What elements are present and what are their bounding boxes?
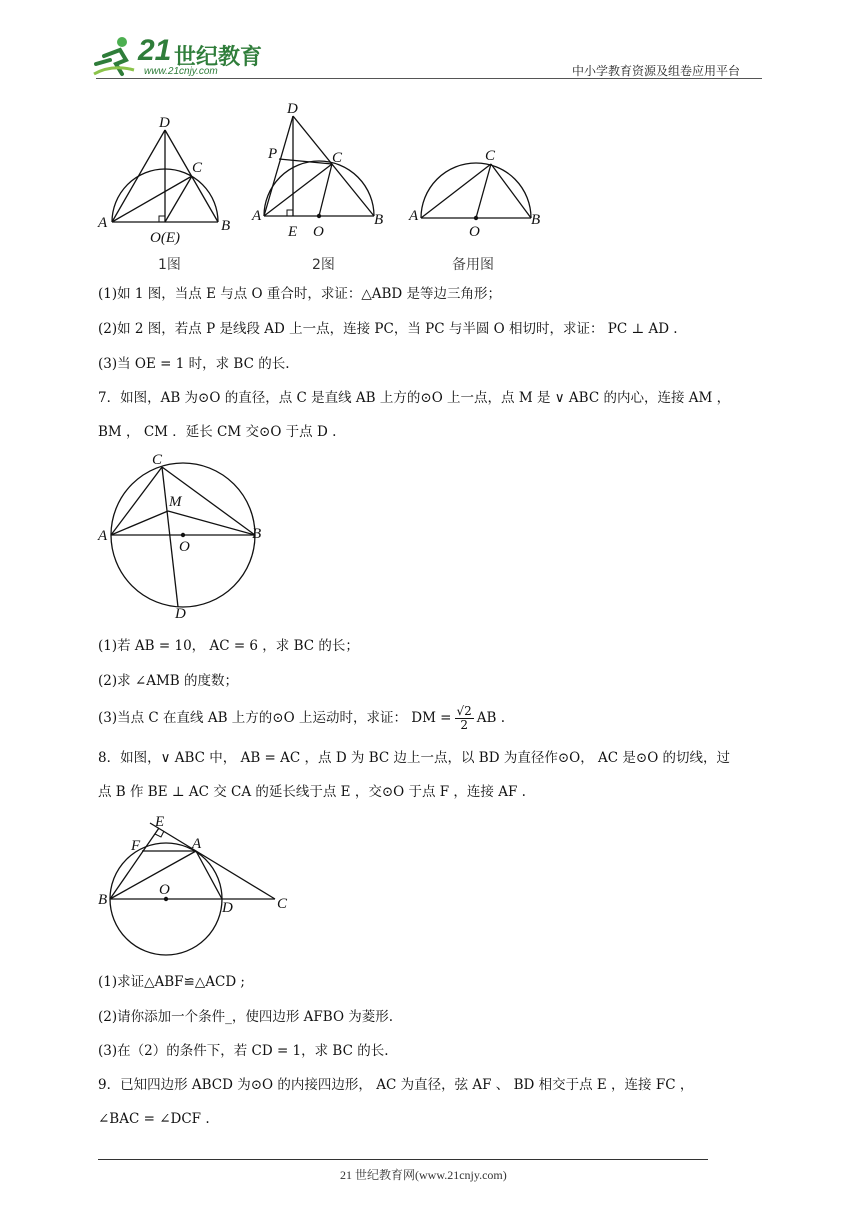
- label-m: M: [169, 494, 182, 510]
- semicircle-arc: [264, 161, 374, 216]
- footer-text[interactable]: 21 世纪教育网(www.21cnjy.com): [340, 1168, 507, 1182]
- fraction-sqrt2-over-2: [455, 705, 474, 732]
- label-b: B: [374, 212, 384, 228]
- figure-3-caption: 备用图: [452, 257, 494, 273]
- label-d: D: [159, 115, 170, 131]
- q8-part2: (2)请你添加一个条件_，使四边形 AFBO 为菱形.: [98, 1009, 394, 1025]
- label-c: C: [332, 150, 343, 166]
- label-b: B: [98, 892, 108, 908]
- label-e: E: [155, 814, 165, 830]
- center-point: [317, 214, 321, 218]
- runner-icon: [92, 34, 136, 78]
- label-a: A: [98, 528, 108, 544]
- segment-ad: [264, 116, 293, 216]
- q6-part1: (1)如 1 图，当点 E 与点 O 重合时，求证：△ABD 是等边三角形；: [98, 286, 502, 302]
- figure-3: [405, 140, 550, 240]
- label-c: C: [277, 896, 288, 912]
- segment-ac: [421, 164, 491, 218]
- site-logo: [92, 34, 262, 78]
- logo-url: www.21cnjy.com: [144, 66, 218, 77]
- label-d: D: [287, 101, 298, 117]
- center-point: [474, 216, 478, 220]
- label-f: F: [131, 838, 141, 854]
- label-a: A: [98, 215, 108, 231]
- platform-name: 中小学教育资源及组卷应用平台: [572, 64, 741, 78]
- q8-part1: (1)求证△ABF≌△ACD ;: [98, 974, 245, 990]
- figure-2-caption: 2图: [312, 257, 335, 273]
- segment-cd: [162, 467, 178, 607]
- q7-stem-line1: 7．如图，AB 为⊙O 的直径，点 C 是直线 AB 上方的⊙O 上一点，点 M 是 ∨ ABC 的内心，连接 AM ，: [98, 390, 731, 406]
- q8-stem-line2: 点 B 作 BE ⊥ AC 交 CA 的延长线于点 E ，交⊙O 于点 F ，连接 AF .: [98, 784, 526, 800]
- figure-2: [250, 96, 390, 246]
- q8-part3: (3)在（2）的条件下，若 CD = 1，求 BC 的长.: [98, 1043, 389, 1059]
- q9-stem-line2: ∠BAC = ∠DCF .: [98, 1111, 210, 1127]
- label-b: B: [252, 526, 262, 542]
- figure-1: [95, 110, 245, 250]
- label-c: C: [192, 160, 203, 176]
- q7-part1: (1)若 AB = 10， AC = 6 ，求 BC 的长；: [98, 638, 359, 654]
- footer-divider: [98, 1159, 708, 1160]
- logo-number: 21: [138, 34, 172, 67]
- segment-ab: [110, 851, 196, 899]
- segment-ac: [264, 164, 332, 216]
- label-d: D: [175, 606, 186, 622]
- segment-bc: [491, 164, 531, 218]
- logo-name: 世纪教育: [174, 45, 263, 70]
- segment-ad: [112, 130, 165, 222]
- label-e: E: [288, 224, 298, 240]
- q9-stem-line1: 9．已知四边形 ABCD 为⊙O 的内接四边形， AC 为直径，弦 AF 、 BD 相交于点 E ，连接 FC ，: [98, 1077, 694, 1093]
- q8-figure: [95, 810, 295, 960]
- q7-part3: [98, 700, 505, 736]
- label-o: O: [469, 224, 480, 240]
- segment-bm: [168, 511, 255, 535]
- label-p: P: [268, 146, 278, 162]
- q8-stem-line1: 8．如图，∨ ABC 中， AB = AC ，点 D 为 BC 边上一点，以 BD 为直径作⊙O， AC 是⊙O 的切线，过: [98, 750, 731, 766]
- q7-figure: [95, 448, 270, 623]
- label-o: O: [179, 539, 190, 555]
- figure-1-caption: 1图: [158, 257, 181, 273]
- label-b: B: [221, 218, 231, 234]
- label-a: A: [192, 836, 202, 852]
- label-o: O: [313, 224, 324, 240]
- label-c: C: [152, 452, 163, 468]
- label-oe: O(E): [150, 230, 180, 246]
- label-d: D: [222, 900, 233, 916]
- fraction-denominator: 2: [460, 717, 468, 732]
- q7-part3-text: (3)当点 C 在直线 AB 上方的⊙O 上运动时，求证： DM =: [98, 710, 452, 726]
- right-angle-mark: [287, 210, 293, 216]
- label-c: C: [485, 148, 496, 164]
- label-a: A: [252, 208, 262, 224]
- q6-part3: (3)当 OE = 1 时，求 BC 的长.: [98, 356, 290, 372]
- segment-ac: [112, 176, 192, 222]
- segment-ec: [165, 176, 192, 222]
- right-angle-mark: [159, 216, 165, 222]
- segment-bd: [293, 116, 374, 216]
- semicircle-arc: [421, 163, 531, 218]
- label-b: B: [531, 212, 541, 228]
- center-point: [181, 533, 185, 537]
- fraction-numerator: √2: [456, 703, 472, 718]
- q7-part3-tail: AB .: [476, 710, 506, 726]
- header-divider: [96, 78, 762, 79]
- q7-part2: (2)求 ∠AMB 的度数；: [98, 673, 239, 689]
- label-a: A: [409, 208, 419, 224]
- segment-oc: [476, 164, 491, 218]
- q6-part2: (2)如 2 图，若点 P 是线段 AD 上一点，连接 PC，当 PC 与半圆 O 相切时，求证： PC ⊥ AD .: [98, 321, 678, 337]
- label-o: O: [159, 882, 170, 898]
- q7-stem-line2: BM ， CM ．延长 CM 交⊙O 于点 D .: [98, 424, 337, 440]
